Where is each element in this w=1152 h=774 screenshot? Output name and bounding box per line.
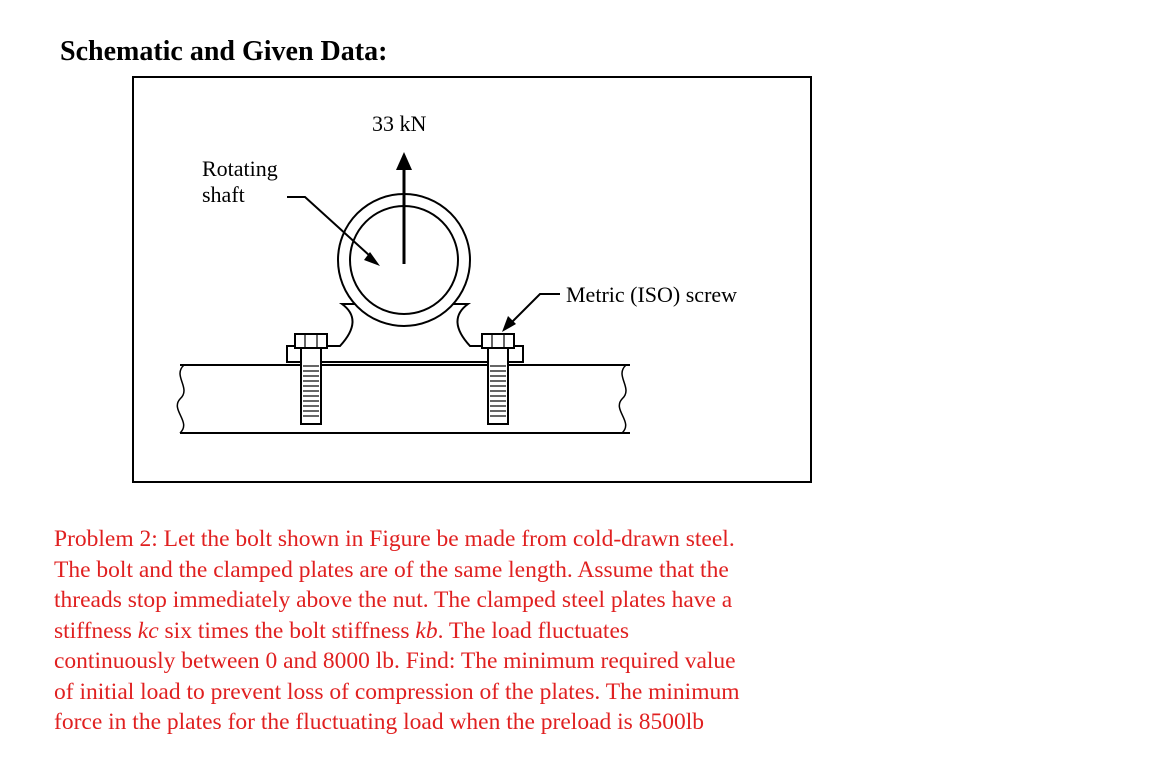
problem-line-2: The bolt and the clamped plates are of the same length. Assume that the xyxy=(54,556,729,583)
schematic-drawing xyxy=(132,76,812,483)
force-label: 33 kN xyxy=(372,111,427,136)
page-heading: Schematic and Given Data: xyxy=(60,36,388,67)
left-bolt xyxy=(295,334,327,424)
problem-line-1: Problem 2: Let the bolt shown in Figure be made from cold-drawn steel. xyxy=(54,526,735,552)
problem-line-3: threads stop immediately above the nut. The clamped steel plates have a xyxy=(54,587,733,613)
problem-line-7: force in the plates for the fluctuating load when the preload is 8500lb xyxy=(54,709,704,735)
right-bolt xyxy=(482,334,514,424)
clamped-stiffness-symbol: kc xyxy=(137,617,159,644)
shaft-label-line2: shaft xyxy=(202,182,245,207)
problem-line-5: continuously between 0 and 8000 lb. Find: The minimum required value xyxy=(54,648,736,674)
base-plate xyxy=(177,365,630,433)
shaft-label-line1: Rotating xyxy=(202,156,278,181)
problem-line-4-part-c: . The load fluctuates xyxy=(437,617,630,644)
bolt-stiffness-symbol: kb xyxy=(415,617,438,644)
problem-statement xyxy=(54,524,854,738)
problem-line-6: of initial load to prevent loss of compression of the plates. The minimum xyxy=(54,678,740,705)
problem-line-4 xyxy=(54,616,854,647)
problem-line-4-part-b: six times the bolt stiffness xyxy=(158,617,416,644)
schematic-figure xyxy=(132,76,812,483)
screw-label: Metric (ISO) screw xyxy=(566,282,738,307)
problem-line-4-part-a: stiffness xyxy=(54,617,138,644)
screw-leader xyxy=(502,294,560,332)
